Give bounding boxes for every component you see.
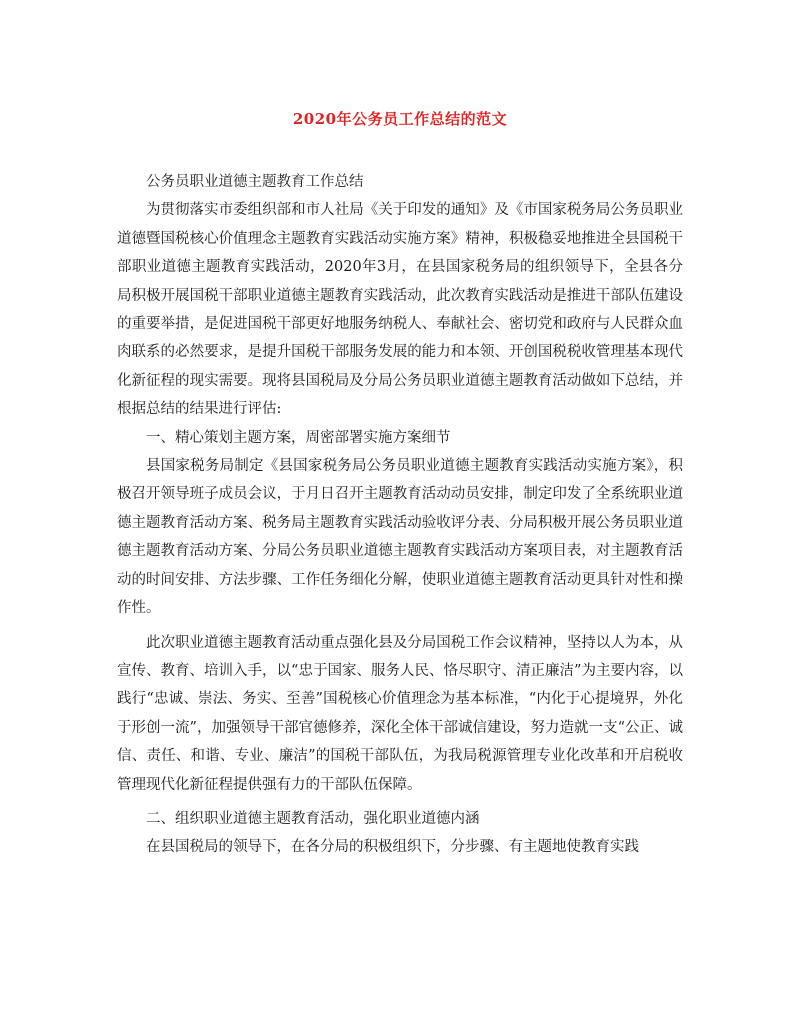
section-subtitle: 公务员职业道德主题教育工作总结 (146, 174, 364, 190)
document-body (117, 168, 683, 862)
section-2-paragraph-1: 在县国税局的领导下，在各分局的积极组织下，分步骤、有主题地使教育实践 (146, 839, 639, 856)
section-heading-1: 一、精心策划主题方案，周密部署实施方案细节 (146, 429, 451, 446)
section-1-paragraph-1: 县国家税务局制定《县国家税务局公务员职业道德主题教育实践活动实施方案》，积极召开领导班子成员会议，于月日召开主题教育活动动员安排，制定印发了全系统职业道德主题教育活动方案、税务局主题教育实践活动验收评分表、分局积极开展公务员职业道德主题教育活动方案、分局公务员职业道德主题教育实践活动方案项目表，对主题教育活动的时间安排、方法步骤、工作任务细化分解，使职业道德主题教育活动更具针对性和操作性。 (117, 458, 683, 617)
intro-paragraph: 为贯彻落实市委组织部和市人社局《关于印发的通知》及《市国家税务局公务员职业道德暨国税核心价值理念主题教育实践活动实施方案》精神，积极稳妥地推进全县国税干部职业道德主题教育实践活动，2020年3月，在县国家税务局的组织领导下，全县各分局积极开展国税干部职业道德主题教育实践活动，此次教育实践活动是推进干部队伍建设的重要举措，是促进国税干部更好地服务纳税人、奉献社会、密切党和政府与人民群众血肉联系的必然要求，是提升国税干部服务发展的能力和本领、开创国税税收管理基本现代化新征程的现实需要。现将县国税局及分局公务员职业道德主题教育活动做如下总结，并根据总结的结果进行评估: (117, 202, 683, 418)
section-heading-2: 二、组织职业道德主题教育活动，强化职业道德内涵 (146, 810, 480, 827)
section-1-paragraph-2: 此次职业道德主题教育活动重点强化县及分局国税工作会议精神，坚持以人为本，从宣传、教育、培训入手，以“忠于国家、服务人民、恪尽职守、清正廉洁”为主要内容，以践行“忠诚、崇法、务实、至善”国税核心价值理念为基本标准，“内化于心提境界，外化于形创一流”，加强领导干部官德修养，深化全体干部诚信建设，努力造就一支“公正、诚信、责任、和谐、专业、廉洁”的国税干部队伍，为我局税源管理专业化改革和开启税收管理现代化新征程提供强有力的干部队伍保障。 (117, 634, 683, 793)
document-title: 2020年公务员工作总结的范文 (292, 110, 508, 128)
